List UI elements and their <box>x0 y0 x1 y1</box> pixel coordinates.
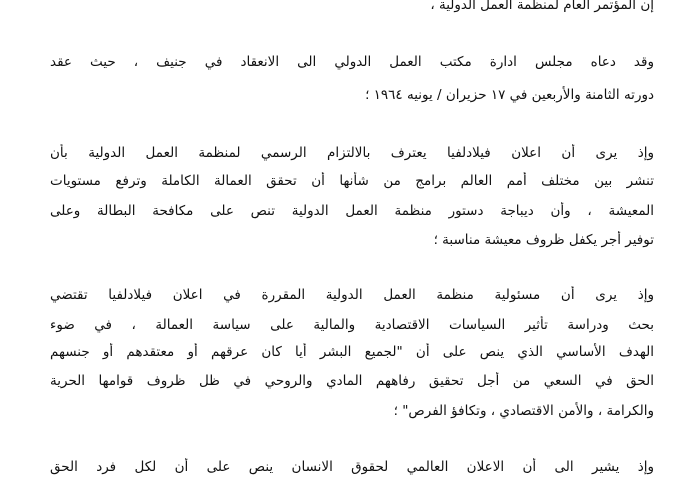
text-line: المعيشة ، وأن ديباجة دستور منظمة العمل الدولية تنص على مكافحة البطالة وعلى <box>50 203 654 219</box>
text-line: الهدف الأساسي الذي ينص على أن "لجميع البشر أيا كان عرقهم أو معتقدهم أو جنسهم <box>50 344 654 360</box>
text-line: وقد دعاه مجلس ادارة مكتب العمل الدولي الى الانعقاد في جنيف ، حيث عقد <box>50 54 654 70</box>
text-line: بحث ودراسة تأثير السياسات الاقتصادية والمالية على سياسة العمالة ، في ضوء <box>50 317 654 333</box>
text-line: تنشر بين مختلف أمم العالم برامج من شأنها أن تحقق العمالة الكاملة وترفع مستويات <box>50 173 654 189</box>
text-line: إن المؤتمر العام لمنظمة العمل الدولية ، <box>430 0 654 13</box>
text-line: توفير أجر يكفل ظروف معيشة مناسبة ؛ <box>433 232 654 248</box>
text-line: وإذ يرى أن مسئولية منظمة العمل الدولية المقررة في اعلان فيلادلفيا تقتضي <box>50 287 654 303</box>
text-line: وإذ يشير الى أن الاعلان العالمي لحقوق الانسان ينص على أن لكل فرد الحق <box>50 459 654 475</box>
text-line: وإذ يرى أن اعلان فيلادلفيا يعترف بالالتزام الرسمي لمنظمة العمل الدولية بأن <box>50 145 654 161</box>
text-line: دورته الثامنة والأربعين في ١٧ حزيران / يونيه ١٩٦٤ ؛ <box>365 87 654 103</box>
text-line: والكرامة ، والأمن الاقتصادي ، وتكافؤ الفرص" ؛ <box>393 403 654 419</box>
text-line: الحق في السعي من أجل تحقيق رفاههم المادي والروحي في ظل ظروف قوامها الحرية <box>50 373 654 389</box>
